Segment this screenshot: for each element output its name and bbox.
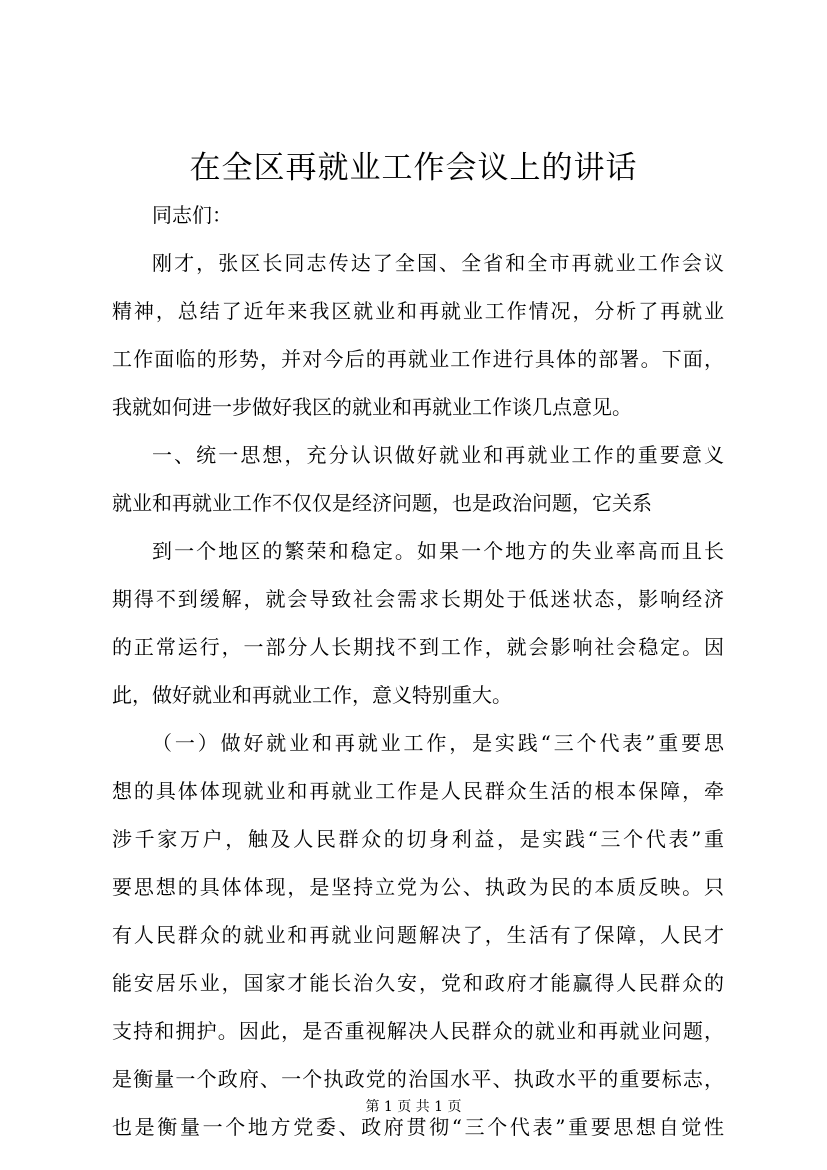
paragraph-line: 精神，总结了近年来我区就业和再就业工作情况，分析了再就业 <box>112 299 724 323</box>
paragraph-line: 有人民群众的就业和再就业问题解决了，生活有了保障，人民才 <box>112 923 724 947</box>
paragraph-line: 一、统一思想，充分认识做好就业和再就业工作的重要意义 <box>152 443 724 467</box>
paragraph-line: 能安居乐业，国家才能长治久安，党和政府才能赢得人民群众的 <box>112 971 724 995</box>
paragraph-line: 是衡量一个政府、一个执政党的治国水平、执政水平的重要标志， <box>112 1067 724 1091</box>
paragraph-line: 涉千家万户，触及人民群众的切身利益，是实践“三个代表”重 <box>112 827 724 851</box>
paragraph-line: 想的具体体现就业和再就业工作是人民群众生活的根本保障，牵 <box>112 779 724 803</box>
paragraph-line: 期得不到缓解，就会导致社会需求长期处于低迷状态，影响经济 <box>112 587 724 611</box>
paragraph-line: 同志们： <box>152 203 232 227</box>
paragraph-line: 我就如何进一步做好我区的就业和再就业工作谈几点意见。 <box>112 395 632 419</box>
paragraph-line: 要思想的具体体现，是坚持立党为公、执政为民的本质反映。只 <box>112 875 724 899</box>
paragraph-line: 也是衡量一个地方党委、政府贯彻“三个代表”重要思想自觉性 <box>112 1115 724 1139</box>
paragraph-line: 就业和再就业工作不仅仅是经济问题，也是政治问题，它关系 <box>112 491 652 515</box>
paragraph-line: 此，做好就业和再就业工作，意义特别重大。 <box>112 683 512 707</box>
paragraph-line: 工作面临的形势，并对今后的再就业工作进行具体的部署。下面， <box>112 347 724 371</box>
paragraph-line: （一）做好就业和再就业工作，是实践“三个代表”重要思 <box>152 731 724 755</box>
document-title: 在全区再就业工作会议上的讲话 <box>189 150 638 186</box>
paragraph-line: 支持和拥护。因此，是否重视解决人民群众的就业和再就业问题， <box>112 1019 724 1043</box>
paragraph-line: 的正常运行，一部分人长期找不到工作，就会影响社会稳定。因 <box>112 635 724 659</box>
paragraph-line: 到一个地区的繁荣和稳定。如果一个地方的失业率高而且长 <box>152 539 724 563</box>
page-footer: 第 1 页 共 1 页 <box>365 1099 462 1115</box>
paragraph-line: 刚才，张区长同志传达了全国、全省和全市再就业工作会议 <box>152 251 724 275</box>
